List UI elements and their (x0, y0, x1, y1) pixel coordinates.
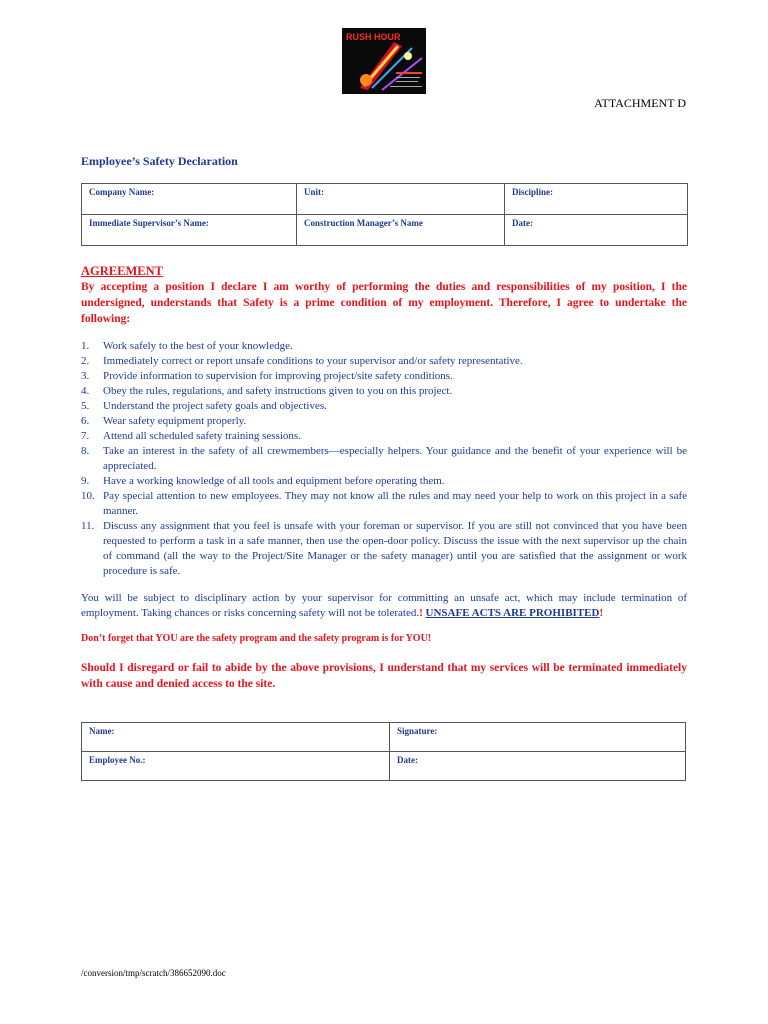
table-row (82, 723, 686, 752)
unit-field[interactable]: Unit: (297, 184, 505, 215)
company-name-field[interactable]: Company Name: (82, 184, 297, 215)
disciplinary-notice (81, 591, 687, 621)
disciplinary-text: You will be subject to disciplinary action by your supervisor for committing an unsafe act, which may include termination of employment. Taking chances or risks concerning safety will not be tolerated. (81, 592, 687, 619)
item-number: 7. (81, 430, 90, 442)
agreement-heading: AGREEMENT (81, 264, 163, 278)
attachment-label: ATTACHMENT D (594, 96, 686, 110)
discipline-field[interactable]: Discipline: (505, 184, 688, 215)
dont-forget-note: Don’t forget that YOU are the safety program and the safety program is for YOU! (81, 633, 432, 644)
item-text: Provide information to supervision for improving project/site safety conditions. (103, 370, 453, 382)
table-row (82, 215, 688, 246)
termination-statement: Should I disregard or fail to abide by the above provisions, I understand that my services will be terminated immediately with cause and denied access to the site. (81, 662, 687, 690)
file-path-footer: /conversion/tmp/scratch/386652090.doc (81, 968, 226, 978)
item-number: 8. (81, 445, 90, 457)
item-number: 4. (81, 385, 90, 397)
table-row (82, 752, 686, 781)
item-number: 5. (81, 400, 90, 412)
prohibited-exclamation: ! (419, 607, 423, 619)
item-number: 9. (81, 475, 90, 487)
list-item (81, 339, 687, 354)
item-text: Wear safety equipment properly. (103, 415, 247, 427)
item-text: Take an interest in the safety of all crewmembers—especially helpers. Your guidance and the benefit of your experience will be appreciated. (103, 445, 687, 472)
employee-number-field[interactable]: Employee No.: (82, 752, 390, 781)
item-number: 11. (81, 520, 95, 532)
item-text: Immediately correct or report unsafe conditions to your supervisor and/or safety representative. (103, 355, 523, 367)
item-text: Obey the rules, regulations, and safety instructions given to you on this project. (103, 385, 453, 397)
agreement-intro: By accepting a position I declare I am worthy of performing the duties and responsibilities of my position, I the undersigned, understands that Safety is a prime condition of my employment. Therefore, I agree to undertake the following: (81, 281, 687, 325)
item-text: Pay special attention to new employees. They may not know all the rules and may need your help to work on this project in a safe manner. (103, 490, 687, 517)
list-item (81, 489, 687, 519)
safety-rules-list (81, 339, 687, 579)
signature-field[interactable]: Signature: (390, 723, 686, 752)
table-row (82, 184, 688, 215)
list-item (81, 399, 687, 414)
prohibited-exclamation: ! (599, 607, 604, 619)
date-field[interactable]: Date: (505, 215, 688, 246)
list-item (81, 519, 687, 579)
list-item (81, 414, 687, 429)
list-item (81, 384, 687, 399)
list-item (81, 354, 687, 369)
item-number: 10. (81, 490, 95, 502)
construction-manager-field[interactable]: Construction Manager’s Name (297, 215, 505, 246)
employee-name-field[interactable]: Name: (82, 723, 390, 752)
logo-text: RUSH HOUR (346, 32, 401, 42)
list-item (81, 474, 687, 489)
employee-info-table (81, 183, 688, 246)
item-text: Work safely to the best of your knowledge. (103, 340, 293, 352)
unsafe-acts-prohibited: UNSAFE ACTS ARE PROHIBITED (425, 607, 600, 619)
list-item (81, 444, 687, 474)
signature-date-field[interactable]: Date: (390, 752, 686, 781)
logo-graphic (342, 28, 426, 94)
supervisor-name-field[interactable]: Immediate Supervisor’s Name: (82, 215, 297, 246)
item-number: 3. (81, 370, 90, 382)
document-title: Employee’s Safety Declaration (81, 154, 238, 168)
list-item (81, 369, 687, 384)
item-text: Understand the project safety goals and objectives. (103, 400, 327, 412)
item-number: 2. (81, 355, 90, 367)
item-number: 1. (81, 340, 90, 352)
item-text: Attend all scheduled safety training sessions. (103, 430, 301, 442)
company-logo (342, 28, 426, 94)
item-text: Have a working knowledge of all tools and equipment before operating them. (103, 475, 445, 487)
item-number: 6. (81, 415, 90, 427)
item-text: Discuss any assignment that you feel is unsafe with your foreman or supervisor. If you are still not convinced that you have been requested to perform a task in a safe manner, then use the open-door policy. Discuss the issue with the next supervisor up the chain of command (all the way to the Project/Site Manager or the safety manager) until you are satisfied that the assignment or work procedure is safe. (103, 520, 687, 577)
list-item (81, 429, 687, 444)
signature-table (81, 722, 686, 781)
